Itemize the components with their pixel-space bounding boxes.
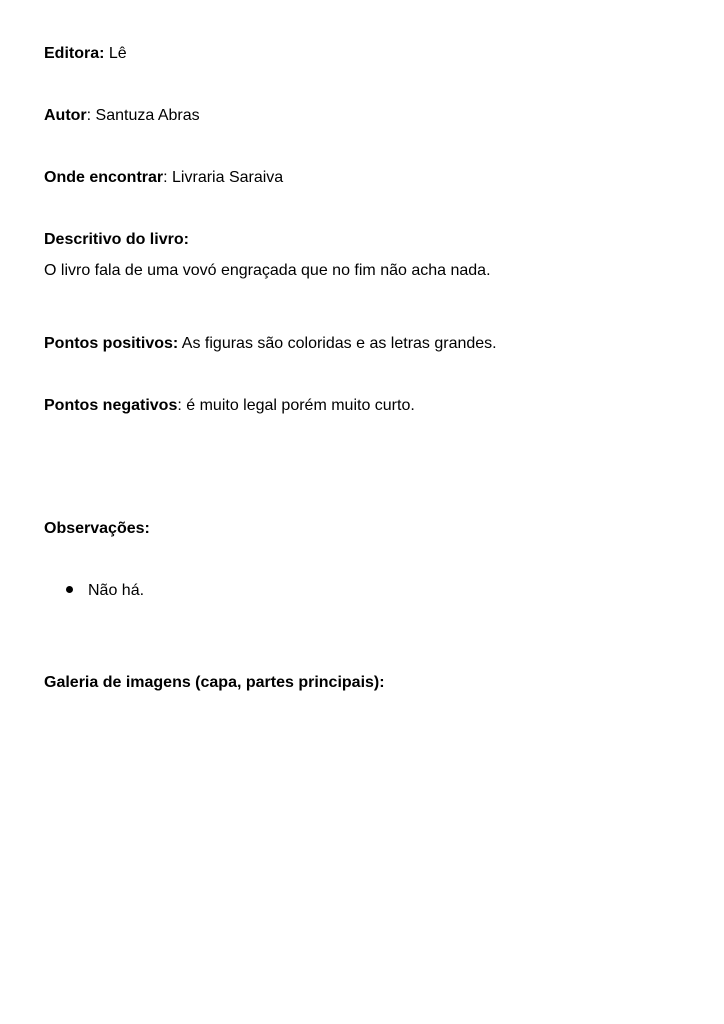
autor-value: : Santuza Abras: [86, 107, 200, 124]
autor-line: [44, 106, 200, 126]
editora-label: Editora:: [44, 45, 105, 62]
galeria-heading: [44, 673, 385, 693]
bullet-icon: [66, 586, 73, 593]
observacoes-list-item: [66, 581, 144, 601]
onde-encontrar-line: [44, 168, 283, 188]
observacoes-heading: [44, 519, 150, 539]
observacoes-label: Observações:: [44, 520, 150, 537]
pontos-positivos-line: [44, 334, 497, 354]
pontos-negativos-line: [44, 396, 415, 416]
editora-line: [44, 44, 127, 64]
editora-value: Lê: [104, 45, 127, 62]
onde-encontrar-value: : Livraria Saraiva: [163, 169, 284, 186]
descritivo-label: Descritivo do livro:: [44, 231, 189, 248]
pontos-negativos-value: : é muito legal porém muito curto.: [177, 397, 415, 414]
galeria-label: Galeria de imagens (capa, partes principais):: [44, 674, 385, 691]
observacoes-item-text: Não há.: [88, 582, 145, 599]
onde-encontrar-label: Onde encontrar: [44, 169, 164, 186]
pontos-positivos-label: Pontos positivos:: [44, 335, 179, 352]
pontos-positivos-value: As figuras são coloridas e as letras grandes.: [178, 335, 497, 352]
descritivo-text: O livro fala de uma vovó engraçada que no fim não acha nada.: [44, 262, 491, 279]
descritivo-heading: [44, 230, 189, 250]
pontos-negativos-label: Pontos negativos: [44, 397, 178, 414]
autor-label: Autor: [44, 107, 87, 124]
